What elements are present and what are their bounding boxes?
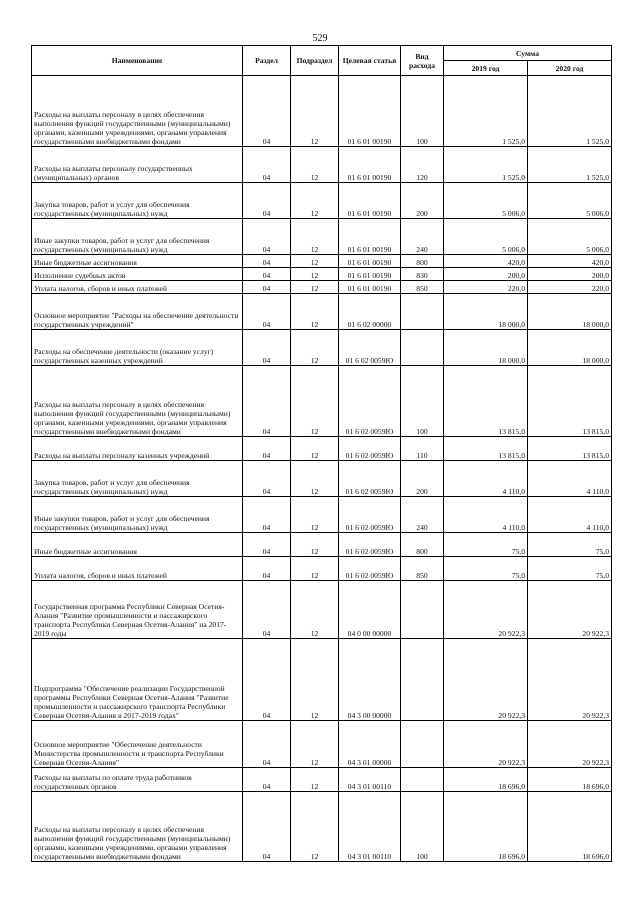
table-row [32,639,612,721]
table-row [32,294,612,330]
table-cell-name: Уплата налогов, сборов и иных платежей [32,281,243,294]
table-cell-name: Государственная программа Республики Северная Осетия-Алания "Развитие промышленности и пассажирского транспорта Республики Северная Осетия-Алания" на 2017-2019 годы [32,581,243,639]
table-row [32,255,612,268]
table-cell-2019: 20 922,3 [444,639,528,721]
table-cell-2019: 18 696,0 [444,792,528,862]
table-cell-2019: 13 815,0 [444,366,528,437]
table-cell-section: 04 [243,76,291,147]
table-cell-expense-type [401,294,444,330]
table-cell-section: 04 [243,219,291,255]
table-row [32,533,612,557]
table-cell-expense-type: 830 [401,268,444,281]
table-cell-2019: 4 110,0 [444,497,528,533]
table-cell-name: Уплата налогов, сборов и иных платежей [32,557,243,581]
table-cell-target: 01 6 01 00190 [339,281,401,294]
table-cell-expense-type [401,581,444,639]
table-cell-subsection: 12 [291,557,339,581]
table-cell-2019: 18 696,0 [444,768,528,792]
table-cell-subsection: 12 [291,533,339,557]
table-cell-subsection: 12 [291,294,339,330]
table-cell-section: 04 [243,294,291,330]
table-cell-section: 04 [243,768,291,792]
table-cell-target: 01 6 01 00190 [339,255,401,268]
table-body [32,76,612,862]
table-cell-target: 01 6 02 0059Ю [339,330,401,366]
table-cell-subsection: 12 [291,497,339,533]
table-cell-expense-type: 100 [401,792,444,862]
table-cell-name: Иные закупки товаров, работ и услуг для обеспечения государственных (муниципальных) нужд [32,497,243,533]
table-cell-section: 04 [243,255,291,268]
table-cell-expense-type [401,768,444,792]
header-subsection: Подраздел [291,46,339,76]
table-row [32,768,612,792]
table-cell-2019: 18 000,0 [444,294,528,330]
table-cell-name: Основное мероприятие "Расходы на обеспечение деятельности государственных учреждений" [32,294,243,330]
table-cell-name: Иные бюджетные ассигнования [32,255,243,268]
table-cell-2020: 420,0 [528,255,612,268]
table-cell-section: 04 [243,366,291,437]
table-cell-section: 04 [243,533,291,557]
table-cell-target: 04 3 01 00110 [339,792,401,862]
table-cell-target: 04 3 01 00110 [339,768,401,792]
table-row [32,721,612,768]
table-cell-subsection: 12 [291,437,339,461]
table-cell-subsection: 12 [291,147,339,183]
table-cell-expense-type: 800 [401,255,444,268]
table-cell-2019: 200,0 [444,268,528,281]
table-cell-2019: 220,0 [444,281,528,294]
table-cell-subsection: 12 [291,581,339,639]
table-cell-target: 01 6 01 00190 [339,219,401,255]
table-row [32,147,612,183]
table-cell-section: 04 [243,281,291,294]
table-cell-target: 04 3 01 00000 [339,721,401,768]
table-cell-2020: 20 922,3 [528,639,612,721]
page-number: 529 [312,33,328,44]
table-cell-2020: 13 815,0 [528,437,612,461]
table-cell-2020: 18 000,0 [528,294,612,330]
table-cell-expense-type: 850 [401,557,444,581]
header-section: Раздел [243,46,291,76]
table-cell-subsection: 12 [291,461,339,497]
table-cell-section: 04 [243,639,291,721]
table-cell-section: 04 [243,497,291,533]
table-cell-expense-type: 200 [401,183,444,219]
table-cell-subsection: 12 [291,792,339,862]
table-cell-expense-type: 240 [401,497,444,533]
header-expense-type: Вид расхода [401,46,444,76]
table-cell-2019: 4 110,0 [444,461,528,497]
header-year-2019: 2019 год [444,61,528,76]
table-cell-expense-type: 120 [401,147,444,183]
table-cell-section: 04 [243,721,291,768]
table-cell-2020: 4 110,0 [528,461,612,497]
table-cell-subsection: 12 [291,330,339,366]
table-cell-2019: 1 525,0 [444,76,528,147]
table-cell-2019: 75,0 [444,557,528,581]
header-year-2020: 2020 год [528,61,612,76]
header-amount: Сумма [444,46,612,61]
table-cell-2020: 75,0 [528,557,612,581]
table-cell-2019: 18 000,0 [444,330,528,366]
table-cell-subsection: 12 [291,721,339,768]
table-cell-name: Расходы на выплаты персоналу государственных (муниципальных) органов [32,147,243,183]
table-cell-target: 01 6 02 0059Ю [339,557,401,581]
table-cell-name: Расходы на выплаты персоналу казенных учреждений [32,437,243,461]
table-cell-2020: 20 922,3 [528,721,612,768]
table-cell-expense-type [401,639,444,721]
table-row [32,281,612,294]
table-cell-subsection: 12 [291,768,339,792]
table-cell-target: 01 6 01 00190 [339,76,401,147]
table-cell-target: 01 6 01 00190 [339,147,401,183]
table-cell-name: Закупка товаров, работ и услуг для обеспечения государственных (муниципальных) нужд [32,183,243,219]
table-row [32,461,612,497]
table-row [32,76,612,147]
header-name: Наименование [32,46,243,76]
table-cell-name: Расходы на выплаты персоналу в целях обеспечения выполнения функций государственными (муниципальными) органами, казенными учреждениями, органами управления государственными внебюджетными фондами [32,366,243,437]
table-cell-expense-type: 240 [401,219,444,255]
table-cell-name: Основное мероприятие "Обеспечение деятельности Министерства промышленности и транспорта Республики Северная Осетия-Алания" [32,721,243,768]
table-cell-2020: 13 815,0 [528,366,612,437]
table-cell-2020: 1 525,0 [528,147,612,183]
table-cell-target: 04 3 00 00000 [339,639,401,721]
table-cell-target: 01 6 02 00000 [339,294,401,330]
table-cell-expense-type: 100 [401,76,444,147]
table-cell-name: Расходы на выплаты персоналу в целях обеспечения выполнения функций государственными (муниципальными) органами, казенными учреждениями, органами управления государственными внебюджетными фондами [32,792,243,862]
table-cell-name: Расходы на выплаты по оплате труда работников государственных органов [32,768,243,792]
table-cell-expense-type [401,721,444,768]
table-cell-target: 01 6 01 00190 [339,268,401,281]
table-cell-subsection: 12 [291,281,339,294]
table-cell-target: 04 0 00 00000 [339,581,401,639]
table-cell-2020: 75,0 [528,533,612,557]
table-cell-2019: 75,0 [444,533,528,557]
budget-table [31,45,612,862]
table-cell-2020: 220,0 [528,281,612,294]
table-cell-2020: 20 922,3 [528,581,612,639]
table-row [32,557,612,581]
table-cell-expense-type: 100 [401,366,444,437]
table-row [32,183,612,219]
table-cell-name: Подпрограмма "Обеспечение реализации Государственной программы Республики Северная Осетия-Алания "Развитие промышленности и пассажирского транспорта Республики Северная Осетия-Алания в 2017-2019 годах" [32,639,243,721]
table-cell-2020: 18 696,0 [528,792,612,862]
table-cell-name: Иные бюджетные ассигнования [32,533,243,557]
table-cell-2019: 5 006,0 [444,183,528,219]
table-cell-2020: 4 110,0 [528,497,612,533]
table-cell-expense-type: 200 [401,461,444,497]
table-cell-section: 04 [243,581,291,639]
table-row [32,330,612,366]
table-row [32,437,612,461]
table-cell-target: 01 6 02 0059Ю [339,497,401,533]
table-cell-target: 01 6 02 0059Ю [339,366,401,437]
table-cell-subsection: 12 [291,268,339,281]
table-cell-expense-type [401,330,444,366]
table-row [32,366,612,437]
table-cell-section: 04 [243,792,291,862]
table-cell-2019: 13 815,0 [444,437,528,461]
table-cell-2020: 5 006,0 [528,183,612,219]
table-cell-section: 04 [243,147,291,183]
table-cell-section: 04 [243,183,291,219]
table-row [32,219,612,255]
table-cell-2019: 1 525,0 [444,147,528,183]
table-cell-2019: 20 922,3 [444,581,528,639]
table-cell-section: 04 [243,461,291,497]
table-cell-subsection: 12 [291,76,339,147]
table-cell-2019: 20 922,3 [444,721,528,768]
table-cell-subsection: 12 [291,639,339,721]
table-row [32,792,612,862]
table-cell-2020: 1 525,0 [528,76,612,147]
table-cell-2019: 5 006,0 [444,219,528,255]
table-cell-name: Исполнение судебных актов [32,268,243,281]
table-cell-section: 04 [243,268,291,281]
table-cell-subsection: 12 [291,219,339,255]
table-cell-section: 04 [243,557,291,581]
table-cell-name: Иные закупки товаров, работ и услуг для обеспечения государственных (муниципальных) нужд [32,219,243,255]
table-cell-subsection: 12 [291,255,339,268]
table-cell-section: 04 [243,330,291,366]
table-cell-section: 04 [243,437,291,461]
table-cell-name: Расходы на выплаты персоналу в целях обеспечения выполнения функций государственными (муниципальными) органами, казенными учреждениями, органами управления государственными внебюджетными фондами [32,76,243,147]
header-target: Целевая статья [339,46,401,76]
table-cell-target: 01 6 02 0059Ю [339,461,401,497]
table-row [32,497,612,533]
table-cell-expense-type: 800 [401,533,444,557]
table-cell-name: Закупка товаров, работ и услуг для обеспечения государственных (муниципальных) нужд [32,461,243,497]
table-cell-target: 01 6 01 00190 [339,183,401,219]
table-cell-subsection: 12 [291,366,339,437]
table-cell-2019: 420,0 [444,255,528,268]
table-cell-target: 01 6 02 0059Ю [339,437,401,461]
table-row [32,268,612,281]
table-cell-2020: 18 000,0 [528,330,612,366]
table-cell-expense-type: 110 [401,437,444,461]
table-cell-2020: 5 006,0 [528,219,612,255]
table-cell-2020: 18 696,0 [528,768,612,792]
table-cell-expense-type: 850 [401,281,444,294]
table-cell-subsection: 12 [291,183,339,219]
table-row [32,581,612,639]
table-cell-name: Расходы на обеспечение деятельности (оказание услуг) государственных казенных учреждений [32,330,243,366]
table-cell-2020: 200,0 [528,268,612,281]
table-cell-target: 01 6 02 0059Ю [339,533,401,557]
